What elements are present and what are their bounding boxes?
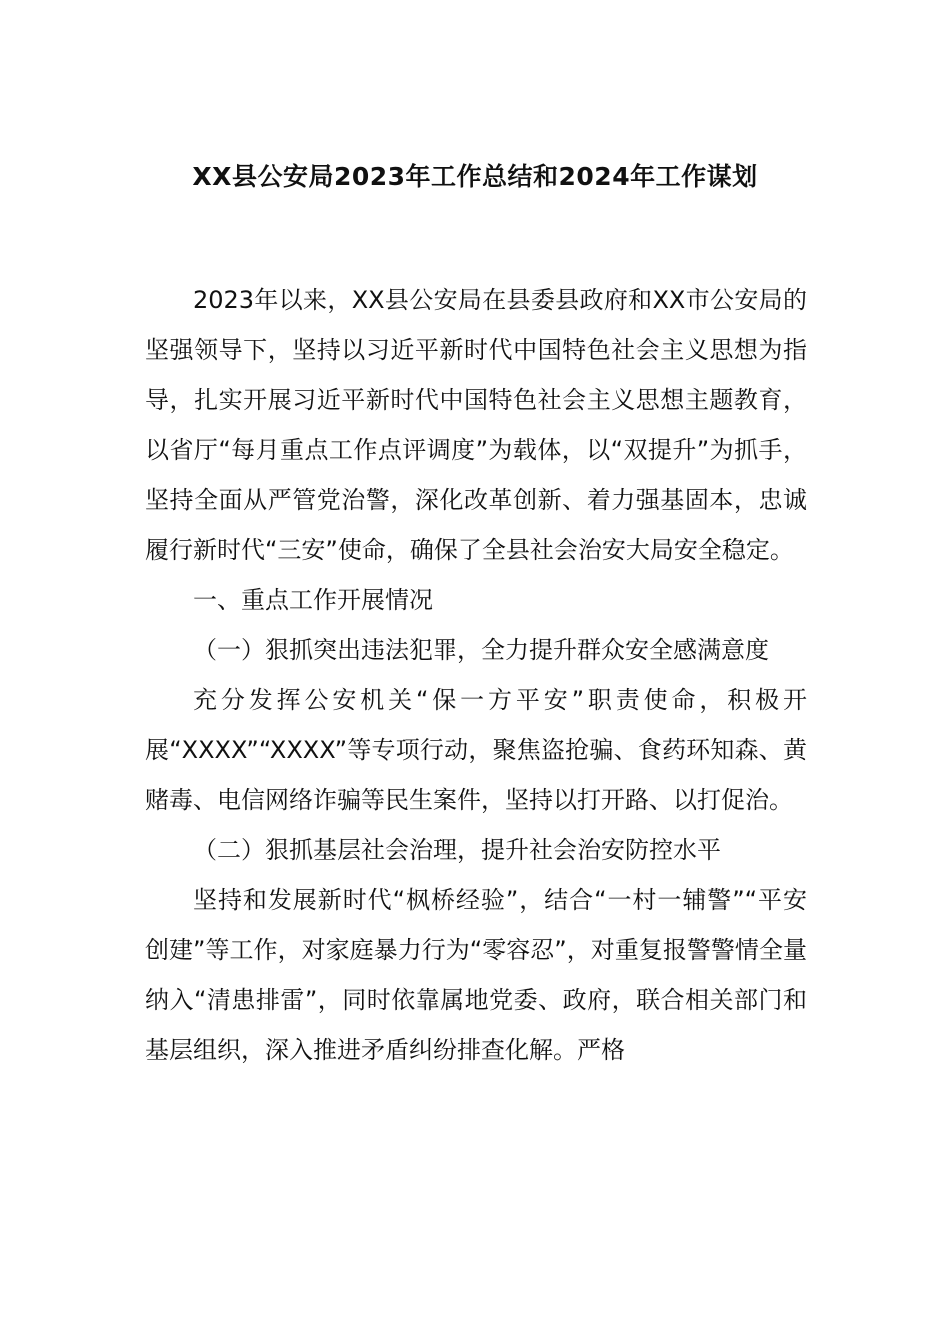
- subsection-heading-2: （二）狠抓基层社会治理，提升社会治安防控水平: [193, 836, 721, 864]
- subsection-paragraph-1: 充分发挥公安机关“保一方平安”职责使命，积极开展“XXXX”“XXXX”等专项行动，聚焦盗抢骗、食药环知森、黄赌毒、电信网络诈骗等民生案件，坚持以打开路、以打促治。: [145, 686, 807, 814]
- document-title: XX县公安局2023年工作总结和2024年工作谋划: [192, 162, 758, 191]
- subsection-paragraph-2: 坚持和发展新时代“枫桥经验”，结合“一村一辅警”“平安创建”等工作，对家庭暴力行为“零容忍”，对重复报警警情全量纳入“清患排雷”，同时依靠属地党委、政府，联合相关部门和基层组织，深入推进矛盾纠纷排查化解。严格: [145, 886, 807, 1064]
- subsection-heading-1: （一）狠抓突出违法犯罪，全力提升群众安全感满意度: [193, 636, 769, 664]
- document-body: [145, 275, 807, 1075]
- section-heading-1: 一、重点工作开展情况: [193, 586, 433, 614]
- intro-paragraph: 2023年以来，XX县公安局在县委县政府和XX市公安局的坚强领导下，坚持以习近平新时代中国特色社会主义思想为指导，扎实开展习近平新时代中国特色社会主义思想主题教育，以省厅“每月重点工作点评调度”为载体，以“双提升”为抓手，坚持全面从严管党治警，深化改革创新、着力强基固本，忠诚履行新时代“三安”使命，确保了全县社会治安大局安全稳定。: [145, 286, 807, 564]
